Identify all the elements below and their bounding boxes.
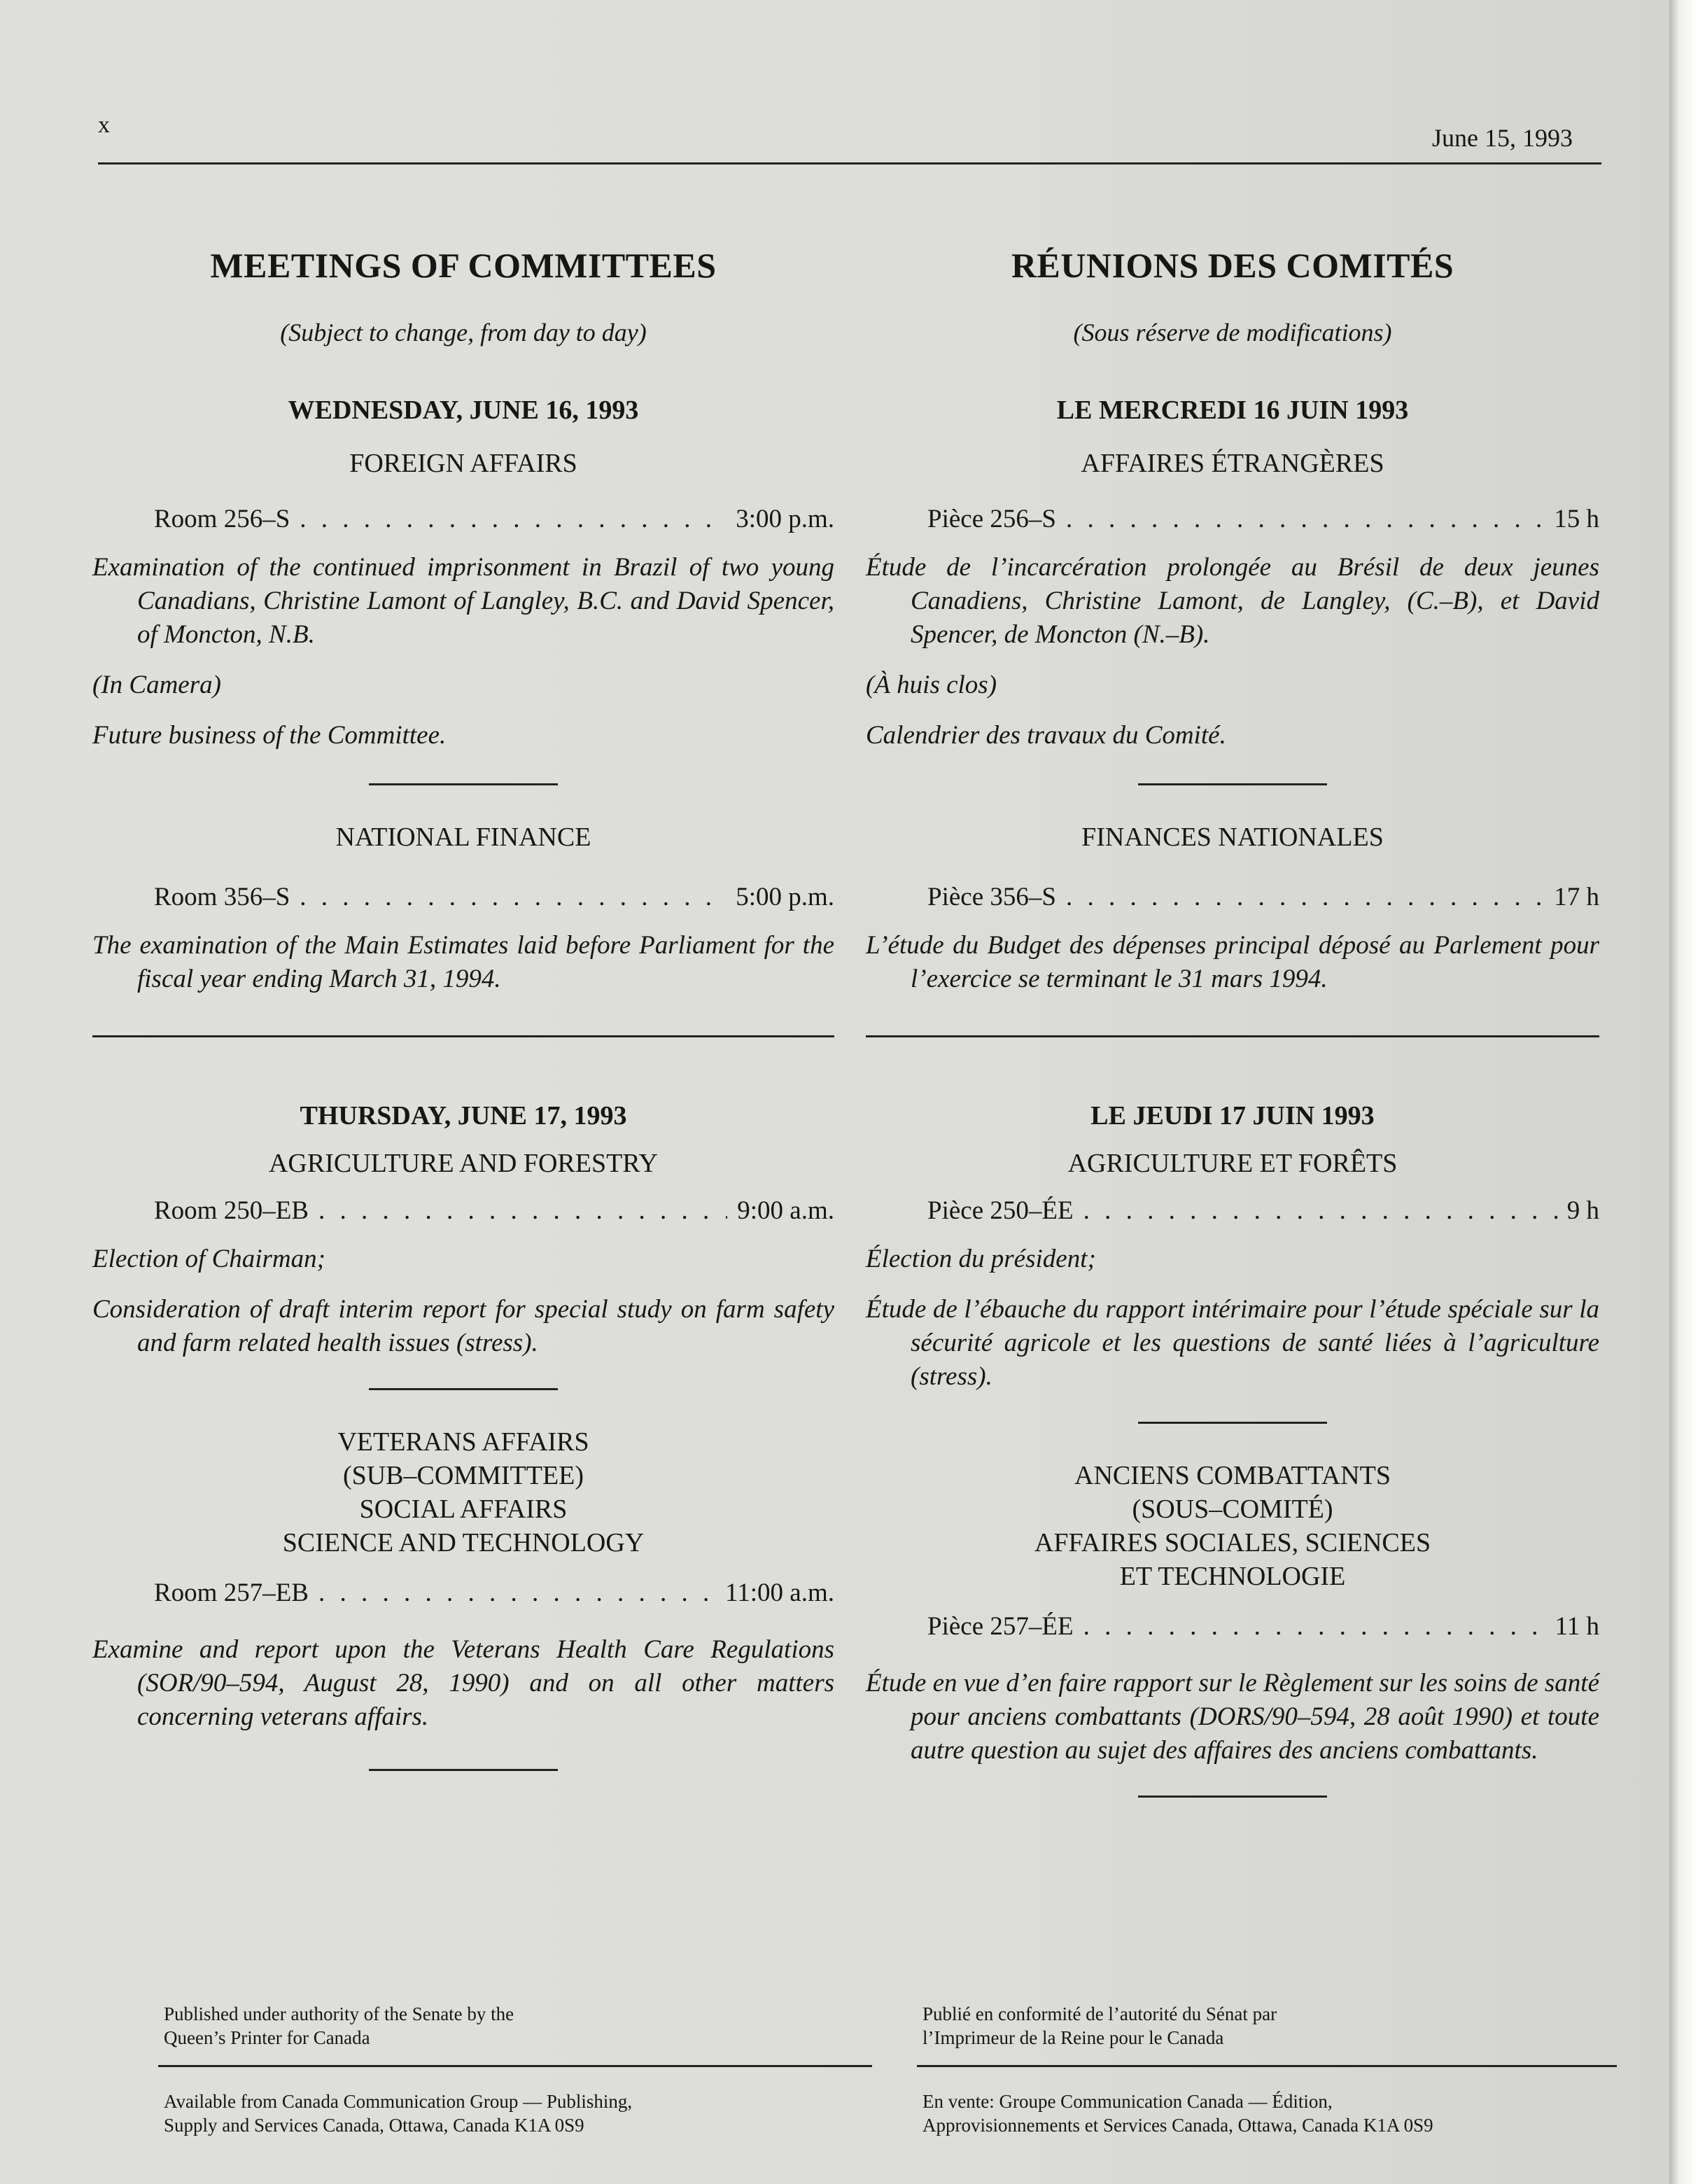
- agenda-item: L’étude du Budget des dépenses principal déposé au Parlement pour l’exercice se terminant le 31 mars 1994.: [866, 931, 1599, 993]
- footer-rule: [158, 2065, 872, 2067]
- committee-name-line: AFFAIRES SOCIALES, SCIENCES: [1034, 1528, 1431, 1558]
- meeting-time: 15 h: [1554, 505, 1599, 533]
- section-divider: [1138, 1795, 1327, 1798]
- section-divider: [369, 783, 558, 785]
- committee-name: FINANCES NATIONALES: [1081, 822, 1384, 852]
- agenda-item: Consideration of draft interim report for special study on farm safety and farm related health issues (stress).: [92, 1295, 834, 1357]
- agenda-item: (À huis clos): [866, 671, 997, 699]
- dot-leader: [1083, 1611, 1545, 1642]
- committee-name: AFFAIRES ÉTRANGÈRES: [1081, 449, 1384, 478]
- english-title: MEETINGS OF COMMITTEES: [210, 246, 717, 285]
- footer-line: Approvisionnements et Services Canada, Ottawa, Canada K1A 0S9: [922, 2115, 1433, 2136]
- dot-leader: [1066, 504, 1544, 534]
- meeting-time: 11:00 a.m.: [725, 1578, 834, 1607]
- publication-note-en: [164, 2002, 514, 2050]
- footer-line: l’Imprimeur de la Reine pour le Canada: [922, 2027, 1224, 2048]
- page-number: x: [98, 112, 110, 138]
- agenda-item: Election of Chairman;: [92, 1245, 325, 1273]
- room-time-line: [866, 882, 1599, 912]
- dot-leader: [318, 1578, 715, 1608]
- section-divider: [1138, 1422, 1327, 1424]
- room: Pièce 356–S: [927, 883, 1056, 911]
- section-divider: [369, 1769, 558, 1771]
- room: Room 256–S: [154, 505, 290, 533]
- agenda-item: Étude en vue d’en faire rapport sur le Règlement sur les soins de santé pour anciens combattants (DORS/90–594, 28 août 1990) et toute autre question au sujet des affaires des anciens combattants.: [866, 1669, 1599, 1765]
- footer-line: Publié en conformité de l’autorité du Sénat par: [922, 2003, 1277, 2024]
- committee-name: FOREIGN AFFAIRS: [349, 449, 577, 478]
- committee-name-line: ANCIENS COMBATTANTS: [1074, 1461, 1391, 1490]
- dot-leader: [1066, 882, 1544, 912]
- room-time-line: [866, 1611, 1599, 1642]
- room: Pièce 250–ÉE: [927, 1196, 1074, 1225]
- availability-note-en: [164, 2090, 632, 2137]
- section-divider: [369, 1388, 558, 1390]
- committee-name: AGRICULTURE ET FORÊTS: [1067, 1149, 1398, 1178]
- header-rule: [98, 162, 1601, 164]
- page-edge: [1669, 0, 1698, 2184]
- mercredi-date: LE MERCREDI 16 JUIN 1993: [1056, 396, 1409, 425]
- dot-leader: [300, 882, 726, 912]
- footer-line: Published under authority of the Senate by the: [164, 2003, 514, 2024]
- committee-name-line: SCIENCE AND TECHNOLOGY: [282, 1528, 645, 1558]
- footer-line: Supply and Services Canada, Ottawa, Canada K1A 0S9: [164, 2115, 584, 2136]
- footer-rule: [917, 2065, 1617, 2067]
- section-divider: [1138, 783, 1327, 785]
- committee-name-line: SOCIAL AFFAIRS: [359, 1494, 568, 1524]
- header-date: June 15, 1993: [1432, 124, 1573, 152]
- agenda-item: Calendrier des travaux du Comité.: [866, 721, 1226, 750]
- committee-name-block: [92, 1425, 834, 1560]
- room: Room 356–S: [154, 883, 290, 911]
- committee-name-line: VETERANS AFFAIRS: [337, 1427, 589, 1457]
- agenda-item: Examination of the continued imprisonment in Brazil of two young Canadians, Christine Lamont of Langley, B.C. and David Spencer, of Moncton, N.B.: [92, 553, 834, 649]
- day-divider: [866, 1035, 1599, 1037]
- room-time-line: [92, 1578, 834, 1608]
- agenda-item: Étude de l’ébauche du rapport intérimaire pour l’étude spéciale sur la sécurité agricole et les questions de santé liées à l’agriculture (stress).: [866, 1295, 1599, 1391]
- room: Pièce 256–S: [927, 505, 1056, 533]
- thursday-date: THURSDAY, JUNE 17, 1993: [300, 1101, 627, 1130]
- dot-leader: [318, 1196, 727, 1226]
- meeting-time: 17 h: [1554, 883, 1599, 911]
- footer-line: Queen’s Printer for Canada: [164, 2027, 370, 2048]
- room: Room 250–EB: [154, 1196, 309, 1225]
- english-column: [92, 238, 834, 1771]
- french-subtitle: (Sous réserve de modifications): [1073, 318, 1392, 346]
- agenda-item: The examination of the Main Estimates laid before Parliament for the fiscal year ending March 31, 1994.: [92, 931, 834, 993]
- room: Room 257–EB: [154, 1578, 309, 1607]
- dot-leader: [1083, 1196, 1557, 1226]
- committee-name: AGRICULTURE AND FORESTRY: [268, 1149, 658, 1178]
- agenda-item: (In Camera): [92, 671, 221, 699]
- meeting-time: 3:00 p.m.: [736, 505, 834, 533]
- wednesday-date: WEDNESDAY, JUNE 16, 1993: [288, 396, 639, 425]
- dot-leader: [300, 504, 726, 534]
- committee-name-line: (SOUS–COMITÉ): [1132, 1494, 1333, 1524]
- room-time-line: [92, 1196, 834, 1226]
- room-time-line: [92, 504, 834, 534]
- footer-line: Available from Canada Communication Group — Publishing,: [164, 2091, 633, 2112]
- committee-name-line: ET TECHNOLOGIE: [1119, 1562, 1346, 1591]
- meeting-time: 9 h: [1566, 1196, 1599, 1225]
- committee-name-line: (SUB–COMMITTEE): [342, 1461, 584, 1490]
- day-divider: [92, 1035, 834, 1037]
- meeting-time: 11 h: [1555, 1612, 1599, 1641]
- agenda-item: Examine and report upon the Veterans Health Care Regulations (SOR/90–594, August 28, 1990) and on all other matters concerning veterans affairs.: [92, 1635, 834, 1731]
- agenda-item: Étude de l’incarcération prolongée au Brésil de deux jeunes Canadiens, Christine Lamont, de Langley, (C.–B), et David Spencer, de Moncton (N.–B).: [866, 553, 1599, 649]
- french-title: RÉUNIONS DES COMITÉS: [1011, 246, 1454, 285]
- english-subtitle: (Subject to change, from day to day): [280, 318, 647, 346]
- footer-line: En vente: Groupe Communication Canada — Édition,: [922, 2091, 1333, 2112]
- meeting-time: 5:00 p.m.: [736, 883, 834, 911]
- room-time-line: [866, 504, 1599, 534]
- agenda-item: Future business of the Committee.: [92, 721, 447, 750]
- availability-note-fr: [922, 2090, 1433, 2137]
- committee-name: NATIONAL FINANCE: [335, 822, 591, 852]
- room-time-line: [866, 1196, 1599, 1226]
- committee-name-block: [866, 1459, 1599, 1593]
- agenda-item: Élection du président;: [866, 1245, 1096, 1273]
- publication-note-fr: [922, 2002, 1277, 2050]
- french-column: [866, 238, 1599, 1798]
- jeudi-date: LE JEUDI 17 JUIN 1993: [1090, 1101, 1375, 1130]
- room-time-line: [92, 882, 834, 912]
- meeting-time: 9:00 a.m.: [737, 1196, 834, 1225]
- room: Pièce 257–ÉE: [927, 1612, 1074, 1641]
